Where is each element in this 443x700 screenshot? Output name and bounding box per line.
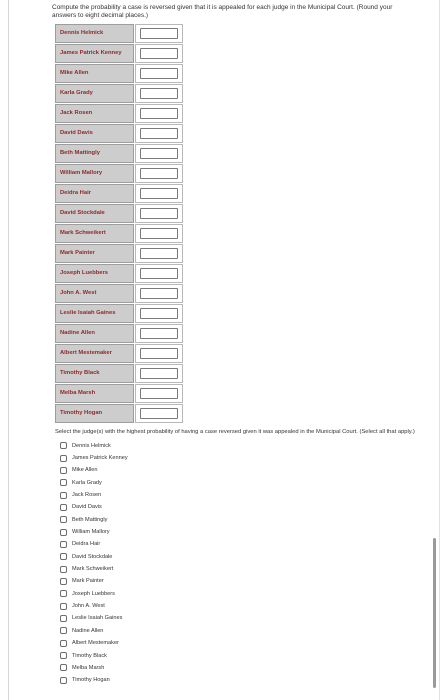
instructions-text: Compute the probability a case is reversed given that it is appealed for each judge in the Municipal Court. (Round your answers to eight decimal places.) <box>52 4 393 19</box>
judge-name-cell: Karla Grady <box>55 84 134 103</box>
judge-choice-item[interactable] <box>55 637 425 649</box>
checkbox-icon[interactable] <box>60 652 67 659</box>
table-row <box>55 23 184 43</box>
probability-input[interactable] <box>140 108 178 119</box>
probability-input[interactable] <box>140 328 178 339</box>
choice-label: Mike Allen <box>72 467 98 474</box>
table-row <box>55 183 184 203</box>
judge-choice-item[interactable] <box>55 501 425 513</box>
judge-choice-item[interactable] <box>55 649 425 661</box>
judge-name-cell: Leslie Isaiah Gaines <box>55 304 134 323</box>
judge-choice-item[interactable] <box>55 440 425 452</box>
judge-choice-item[interactable] <box>55 674 425 686</box>
probability-input[interactable] <box>140 168 178 179</box>
checkbox-icon[interactable] <box>60 677 67 684</box>
judge-name-cell: Beth Mattingly <box>55 144 134 163</box>
probability-cell <box>135 204 183 223</box>
judge-name-cell: Albert Mestemaker <box>55 344 134 363</box>
select-prompt: Select the judge(s) with the highest probability of having a case reversed given it was appealed in the Municipal Court. (Select all that apply.) <box>55 429 415 435</box>
table-row <box>55 63 184 83</box>
probability-cell <box>135 164 183 183</box>
table-row <box>55 303 184 323</box>
table-row <box>55 383 184 403</box>
checkbox-icon[interactable] <box>60 541 67 548</box>
probability-input[interactable] <box>140 348 178 359</box>
judge-choice-item[interactable] <box>55 563 425 575</box>
judge-choice-item[interactable] <box>55 526 425 538</box>
judge-name-cell: David Davis <box>55 124 134 143</box>
table-row <box>55 103 184 123</box>
judge-choice-item[interactable] <box>55 600 425 612</box>
judge-choice-item[interactable] <box>55 464 425 476</box>
probability-cell <box>135 104 183 123</box>
judge-choice-item[interactable] <box>55 625 425 637</box>
judge-name-cell: Timothy Hogan <box>55 404 134 423</box>
probability-input[interactable] <box>140 48 178 59</box>
probability-input[interactable] <box>140 368 178 379</box>
judge-name-cell: Mark Schweikert <box>55 224 134 243</box>
judge-choice-item[interactable] <box>55 612 425 624</box>
checkbox-icon[interactable] <box>60 553 67 560</box>
probability-cell <box>135 84 183 103</box>
probability-cell <box>135 44 183 63</box>
checkbox-icon[interactable] <box>60 479 67 486</box>
checkbox-icon[interactable] <box>60 442 67 449</box>
probability-input[interactable] <box>140 308 178 319</box>
table-row <box>55 83 184 103</box>
table-row <box>55 223 184 243</box>
choice-label: David Davis <box>72 504 102 511</box>
choice-label: John A. West <box>72 603 105 610</box>
judge-choice-item[interactable] <box>55 538 425 550</box>
checkbox-icon[interactable] <box>60 566 67 573</box>
choice-label: Dennis Helmick <box>72 442 111 449</box>
probability-input[interactable] <box>140 28 178 39</box>
judge-choice-item[interactable] <box>55 452 425 464</box>
choice-label: Joseph Luebbers <box>72 590 115 597</box>
probability-input[interactable] <box>140 128 178 139</box>
checkbox-icon[interactable] <box>60 504 67 511</box>
probability-cell <box>135 344 183 363</box>
table-row <box>55 263 184 283</box>
table-row <box>55 163 184 183</box>
checkbox-icon[interactable] <box>60 578 67 585</box>
judge-name-cell: Mike Allen <box>55 64 134 83</box>
judge-name-cell: Timothy Black <box>55 364 134 383</box>
table-row <box>55 283 184 303</box>
choice-label: Leslie Isaiah Gaines <box>72 615 123 622</box>
checkbox-icon[interactable] <box>60 627 67 634</box>
probability-cell <box>135 264 183 283</box>
probability-cell <box>135 364 183 383</box>
select-judges-section <box>55 429 425 686</box>
probability-input[interactable] <box>140 408 178 419</box>
table-row <box>55 123 184 143</box>
judge-choice-item[interactable] <box>55 575 425 587</box>
choice-label: Jack Rosen <box>72 492 102 499</box>
probability-input[interactable] <box>140 228 178 239</box>
choice-label: Mark Schweikert <box>72 566 114 573</box>
table-row <box>55 363 184 383</box>
probability-cell <box>135 404 183 423</box>
checkbox-icon[interactable] <box>60 455 67 462</box>
choice-label: Albert Mestemaker <box>72 640 119 647</box>
page-left-border <box>8 0 9 700</box>
table-row <box>55 403 184 423</box>
judge-name-cell: Jack Rosen <box>55 104 134 123</box>
checkbox-icon[interactable] <box>60 640 67 647</box>
checkbox-icon[interactable] <box>60 467 67 474</box>
choice-label: Deidra Hair <box>72 541 101 548</box>
checkbox-icon[interactable] <box>60 590 67 597</box>
probability-input[interactable] <box>140 248 178 259</box>
judge-name-cell: John A. West <box>55 284 134 303</box>
judge-name-cell: Melba Marsh <box>55 384 134 403</box>
probability-cell <box>135 24 183 43</box>
probability-cell <box>135 304 183 323</box>
judge-name-cell: David Stockdale <box>55 204 134 223</box>
table-row <box>55 43 184 63</box>
judge-name-cell: James Patrick Kenney <box>55 44 134 63</box>
probability-input[interactable] <box>140 188 178 199</box>
judge-choice-item[interactable] <box>55 662 425 674</box>
probability-input[interactable] <box>140 268 178 279</box>
probability-input[interactable] <box>140 388 178 399</box>
checkbox-icon[interactable] <box>60 492 67 499</box>
probability-cell <box>135 284 183 303</box>
probability-input[interactable] <box>140 288 178 299</box>
probability-cell <box>135 144 183 163</box>
probability-cell <box>135 124 183 143</box>
checkbox-icon[interactable] <box>60 603 67 610</box>
choice-label: Mark Painter <box>72 578 104 585</box>
judge-choice-item[interactable] <box>55 551 425 563</box>
checkbox-icon[interactable] <box>60 516 67 523</box>
probability-input[interactable] <box>140 88 178 99</box>
probability-cell <box>135 64 183 83</box>
choice-label: Melba Marsh <box>72 664 105 671</box>
table-row <box>55 203 184 223</box>
judge-name-cell: Deidra Hair <box>55 184 134 203</box>
judge-name-cell: Nadine Allen <box>55 324 134 343</box>
question-content <box>52 0 430 20</box>
probability-input[interactable] <box>140 208 178 219</box>
judge-name-cell: Dennis Helmick <box>55 24 134 43</box>
choice-label: William Mallory <box>72 529 110 536</box>
judge-choice-item[interactable] <box>55 514 425 526</box>
judge-choice-item[interactable] <box>55 477 425 489</box>
scrollbar-thumb[interactable] <box>433 538 436 688</box>
choice-label: Karla Grady <box>72 479 102 486</box>
probability-cell <box>135 384 183 403</box>
choice-label: Timothy Hogan <box>72 677 110 684</box>
judge-name-cell: Mark Painter <box>55 244 134 263</box>
checkbox-icon[interactable] <box>60 664 67 671</box>
probability-cell <box>135 244 183 263</box>
probability-cell <box>135 184 183 203</box>
judge-choice-list <box>55 440 425 687</box>
choice-label: James Patrick Kenney <box>72 455 128 462</box>
probability-input[interactable] <box>140 148 178 159</box>
choice-label: David Stockdale <box>72 553 113 560</box>
judge-name-cell: Joseph Luebbers <box>55 264 134 283</box>
choice-label: Timothy Black <box>72 652 107 659</box>
choice-label: Beth Mattingly <box>72 516 108 523</box>
checkbox-icon[interactable] <box>60 529 67 536</box>
table-row <box>55 323 184 343</box>
judge-probability-table <box>55 23 184 423</box>
judge-name-cell: William Mallory <box>55 164 134 183</box>
checkbox-icon[interactable] <box>60 615 67 622</box>
table-row <box>55 343 184 363</box>
choice-label: Nadine Allen <box>72 627 104 634</box>
probability-input[interactable] <box>140 68 178 79</box>
judge-choice-item[interactable] <box>55 489 425 501</box>
table-row <box>55 143 184 163</box>
probability-cell <box>135 324 183 343</box>
probability-cell <box>135 224 183 243</box>
page-right-border <box>439 0 440 700</box>
table-row <box>55 243 184 263</box>
judge-choice-item[interactable] <box>55 588 425 600</box>
